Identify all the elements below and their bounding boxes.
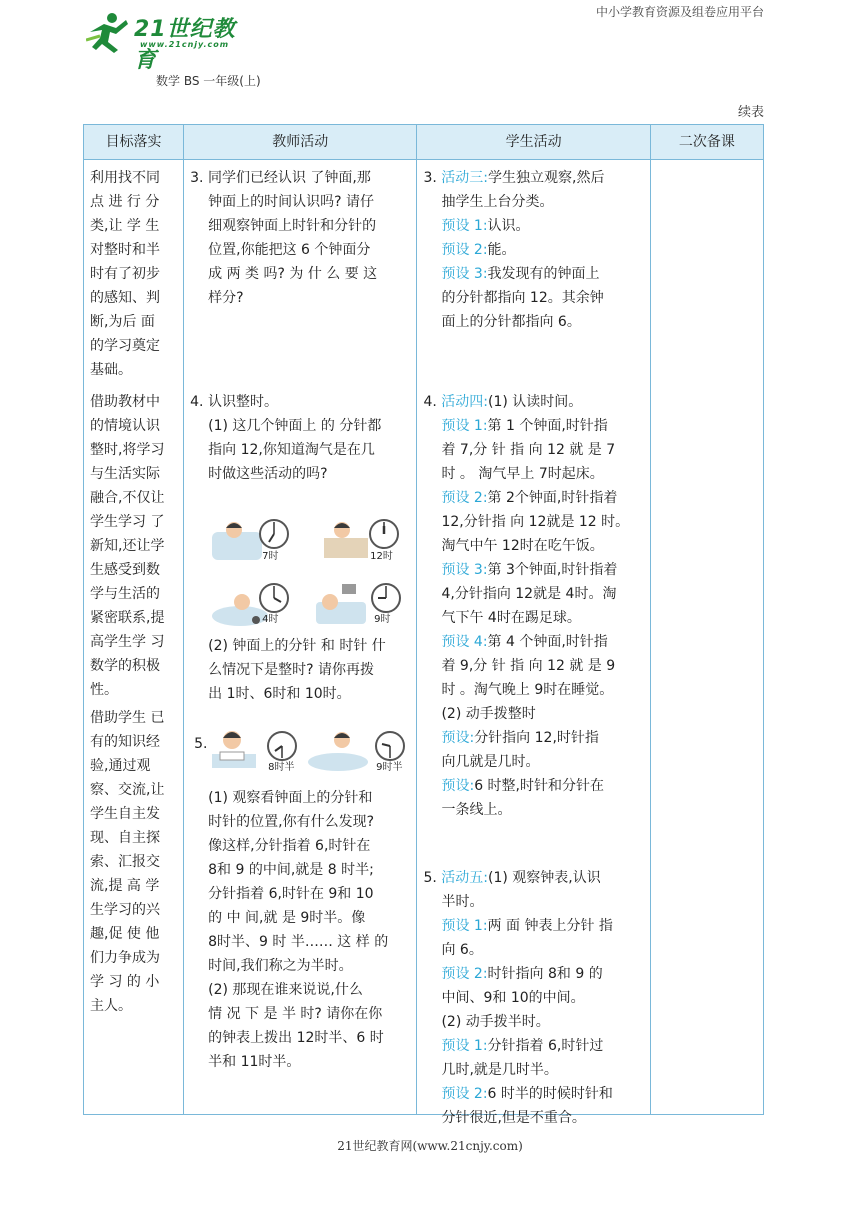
scene-illustration-icon <box>308 726 370 772</box>
scene-illustration-icon <box>210 726 258 772</box>
teacher-item-5-1: (1) 观察看钟面上的分针和 时针的位置,你有什么发现? 像这样,分针指着 6,时针在 8和 9 的中间,就是 8 时半; 分针指着 6,时针在 9和 10 的 中 间,就 是 9时半。像 8时半、9 时 半…… 这 样 的 时间,我们称之为半时。 <box>208 790 389 974</box>
logo-url: www.21cnjy.com <box>140 40 230 49</box>
clock-label-4: 4时 <box>262 614 279 625</box>
subject-line: 数学 BS 一年级(上) <box>156 74 261 88</box>
platform-title: 中小学教育资源及组卷应用平台 <box>595 5 764 19</box>
revision-cell[interactable] <box>650 160 763 1115</box>
student-cell <box>417 160 650 1126</box>
clock-930-icon <box>374 730 406 762</box>
teacher-item-4-2: (2) 钟面上的分针 和 时针 什 么情况下是整时? 请你再拨 出 1时、6时和 10时。 <box>208 638 386 702</box>
goal-paragraph-2: 借助教材中 的情境认识 整时,将学习 与生活实际 融合,不仅让 学生学习 了 新知,还让学 生感受到数 学与生活的 紧密联系,提 高学生学 习 数学的积极 性。 <box>90 394 165 698</box>
clock-label-7: 7时 <box>262 551 279 562</box>
clock-9-icon <box>370 582 402 614</box>
illustration-reading <box>210 726 258 772</box>
teacher-item-3: 3. 同学们已经认识 了钟面,那 钟面上的时间认识吗? 请仔 细观察钟面上时针和分针的 位置,你能把这 6 个钟面分 成 两 类 吗? 为 什 么 要 这 样分? <box>190 170 378 306</box>
column-header-teacher: 教师活动 <box>184 125 417 160</box>
student-item-3: 3. 活动三:学生独立观察,然后 抽学生上台分类。 预设 1:认识。 预设 2:能。 预设 3:我发现有的钟面上 的分针都指向 12。其余钟 面上的分针都指向 6。 <box>423 170 605 330</box>
clock-label-830: 8时半 <box>268 762 295 773</box>
goal-paragraph-3: 借助学生 已 有的知识经 验,通过观 察、交流,让 学生自主发 现、自主探 索、汇报交 流,提 高 学 生学习的兴 趣,促 使 他 们力争成为 学 习 的 小 主人。 <box>90 710 165 1014</box>
footer: 21世纪教育网(www.21cnjy.com) <box>337 1139 523 1153</box>
teacher-item-5-number: 5. <box>194 736 208 752</box>
clock-label-12: 12时 <box>370 551 393 562</box>
lesson-table <box>83 124 764 1126</box>
clock-label-930: 9时半 <box>376 762 403 773</box>
table-row <box>84 160 764 1115</box>
goal-paragraph-1: 利用找不同 点 进 行 分 类,让 学 生 对整时和半 时有了初步 的感知、判 断,为后 面 的学习奠定 基础。 <box>90 170 160 378</box>
logo <box>86 10 256 73</box>
student-item-4: 4. 活动四:(1) 认读时间。 预设 1:第 1 个钟面,时针指 着 7,分 针 指 向 12 就 是 7 时 。 淘气早上 7时起床。 预设 2:第 2个钟面,时针指着 12,分针指 向 12就是 12 时。 淘气中午 12时在吃午饭。 预设 3:第 3个钟面,时针指着 4,分针指向 12就是 4时。淘 气下午 4时在踢足球。 预设 4:第 4 个钟面,时针指 着 9,分 针 指 向 12 就 是 9 时 。淘气晚上 9时在睡觉。 (2) 动手拨整时 预设:分针指向 12,时针指 向几就是几时。 预设:6 时整,时针和分针在 一条线上。 <box>423 394 630 818</box>
clock-12-icon <box>368 518 400 550</box>
column-header-goals: 目标落实 <box>84 125 184 160</box>
clock-830-icon <box>266 730 298 762</box>
table-header-row <box>84 125 764 160</box>
teacher-item-5-2: (2) 那现在谁来说说,什么 情 况 下 是 半 时? 请你在你 的钟表上拨出 12时半、6 时 半和 11时半。 <box>208 982 384 1070</box>
clock-label-9: 9时 <box>374 614 391 625</box>
clock-4-icon <box>258 582 290 614</box>
teacher-item-4: 4. 认识整时。 (1) 这几个钟面上 的 分针都 指向 12,你知道淘气是在几 时做这些活动的吗? <box>190 394 382 482</box>
teacher-cell <box>184 160 417 1115</box>
illustration-football <box>308 726 370 772</box>
continued-label: 续表 <box>737 105 764 120</box>
student-item-5: 5. 活动五:(1) 观察钟表,认识 半时。 预设 1:两 面 钟表上分针 指 向 6。 预设 2:时针指向 8和 9 的 中间、9和 10的中间。 (2) 动手拨半时。 预设 1:分针指着 6,时针过 几时,就是几时半。 预设 2:6 时半的时候时针和 分针很近,但是不重合。 <box>423 870 613 1126</box>
clock-7-icon <box>258 518 290 550</box>
column-header-student: 学生活动 <box>417 125 650 160</box>
goals-cell <box>84 160 184 1115</box>
runner-logo-icon <box>86 10 132 54</box>
column-header-revision: 二次备课 <box>650 125 763 160</box>
logo-brand: 21世纪教育 <box>134 17 236 73</box>
